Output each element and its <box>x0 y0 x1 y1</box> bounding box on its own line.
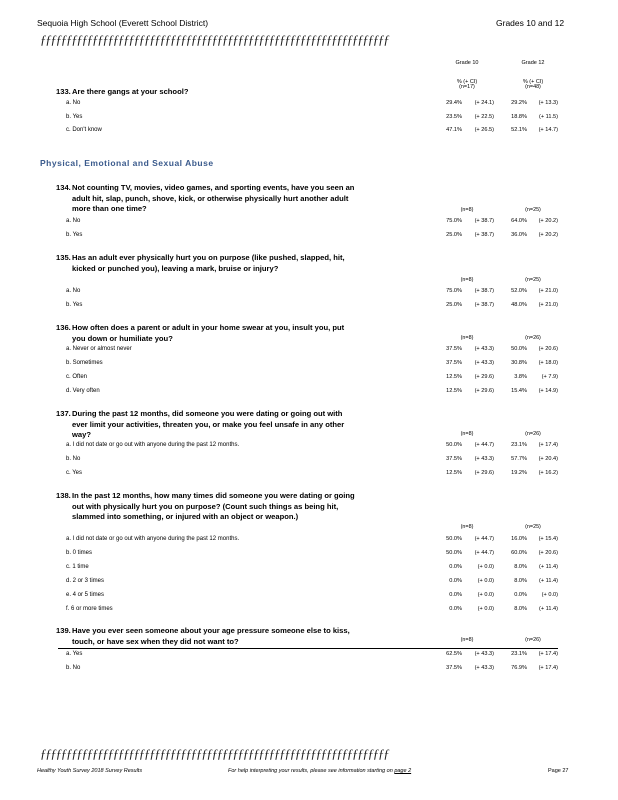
column-grade-12-pct-ci: % (+ CI) <box>522 79 544 85</box>
grade-12-percent: 0.0% <box>514 592 527 598</box>
grade-10-confidence-interval: (+ 38.7) <box>474 232 494 238</box>
footer-help-label: For help interpreting your results, please see information starting on <box>228 768 393 774</box>
answer-option-label: b. No <box>66 665 81 671</box>
grade-12-percent: 29.2% <box>511 100 527 106</box>
answer-option-label: b. Yes <box>66 232 83 238</box>
sample-size-grade-10: (n=8) <box>460 524 474 530</box>
question-text: In the past 12 months, how many times did someone you were dating or going out with physically hurt you on purpose? (Count such things as being hit, slammed into something, or injured with an object or weapon.) <box>72 491 355 521</box>
grade-10-percent: 50.0% <box>446 536 462 542</box>
question-block <box>56 87 356 98</box>
grade-12-percent: 52.1% <box>511 127 527 133</box>
sample-size-grade-12: (n=48) <box>525 84 541 90</box>
grade-10-percent: 0.0% <box>449 578 462 584</box>
grade-12-percent: 64.0% <box>511 218 527 224</box>
grade-12-percent: 23.1% <box>511 651 527 657</box>
grade-10-confidence-interval: (+ 38.7) <box>474 302 494 308</box>
grade-12-confidence-interval: (+ 0.0) <box>541 592 558 598</box>
question-text: During the past 12 months, did someone you were dating or going out with ever limit your activities, threaten you, or make you feel unsafe in any other way? <box>72 409 345 439</box>
grade-10-percent: 12.5% <box>446 470 462 476</box>
grade-10-confidence-interval: (+ 44.7) <box>474 536 494 542</box>
grade-12-percent: 76.9% <box>511 665 527 671</box>
sample-size-grade-10: (n=8) <box>460 207 474 213</box>
grade-12-confidence-interval: (+ 20.4) <box>538 456 558 462</box>
sample-size-grade-10: (n=17) <box>459 84 475 90</box>
sample-size-grade-10: (n=8) <box>460 431 474 437</box>
decorative-divider-bottom: ƒƒƒƒƒƒƒƒƒƒƒƒƒƒƒƒƒƒƒƒƒƒƒƒƒƒƒƒƒƒƒƒƒƒƒƒƒƒƒƒƒƒƒƒƒƒƒƒƒƒƒƒƒƒƒƒƒƒƒƒƒƒƒƒƒƒƒ <box>40 746 389 761</box>
grade-10-percent: 0.0% <box>449 592 462 598</box>
grade-12-confidence-interval: (+ 17.4) <box>538 651 558 657</box>
grade-12-confidence-interval: (+ 17.4) <box>538 665 558 671</box>
question-text: Are there gangs at your school? <box>72 87 189 96</box>
grade-12-confidence-interval: (+ 14.9) <box>538 388 558 394</box>
column-grade-10: Grade 10 <box>455 60 479 66</box>
grade-10-percent: 47.1% <box>446 127 462 133</box>
question-block <box>56 183 356 215</box>
grade-10-confidence-interval: (+ 43.3) <box>474 456 494 462</box>
grade-12-confidence-interval: (+ 14.7) <box>538 127 558 133</box>
question-text: Have you ever seen someone about your age pressure someone else to kiss, touch, or have sex when they did not want to? <box>72 626 350 646</box>
grade-12-confidence-interval: (+ 7.9) <box>541 374 558 380</box>
answer-option-label: c. 1 time <box>66 564 89 570</box>
sample-size-grade-10: (n=8) <box>460 637 474 643</box>
grade-12-percent: 50.0% <box>511 346 527 352</box>
grade-12-confidence-interval: (+ 11.4) <box>538 578 558 584</box>
column-grade-12: Grade 12 <box>521 60 545 66</box>
column-grade-10-pct-ci: % (+ CI) <box>456 79 478 85</box>
grade-12-confidence-interval: (+ 18.0) <box>538 360 558 366</box>
grade-10-percent: 37.5% <box>446 665 462 671</box>
question-block <box>56 491 356 523</box>
grades-label: Grades 10 and 12 <box>496 18 565 28</box>
grade-12-percent: 8.0% <box>514 564 527 570</box>
grade-10-confidence-interval: (+ 38.7) <box>474 218 494 224</box>
grade-10-confidence-interval: (+ 43.3) <box>474 651 494 657</box>
grade-12-confidence-interval: (+ 11.4) <box>538 606 558 612</box>
grade-10-confidence-interval: (+ 43.3) <box>474 665 494 671</box>
grade-12-percent: 3.8% <box>514 374 527 380</box>
question-number: 137. <box>56 409 71 418</box>
answer-option-label: c. Yes <box>66 470 83 476</box>
section-heading: Physical, Emotional and Sexual Abuse <box>40 158 214 168</box>
decorative-divider-top: ƒƒƒƒƒƒƒƒƒƒƒƒƒƒƒƒƒƒƒƒƒƒƒƒƒƒƒƒƒƒƒƒƒƒƒƒƒƒƒƒƒƒƒƒƒƒƒƒƒƒƒƒƒƒƒƒƒƒƒƒƒƒƒƒƒƒƒ <box>40 32 389 47</box>
grade-10-percent: 0.0% <box>449 564 462 570</box>
question-block <box>56 323 356 344</box>
answer-option-label: a. Yes <box>66 651 83 657</box>
answer-option-label: b. Yes <box>66 114 83 120</box>
question-number: 136. <box>56 323 71 332</box>
grade-10-percent: 37.5% <box>446 346 462 352</box>
question-text: Has an adult ever physically hurt you on purpose (like pushed, slapped, hit, kicked or punched you), leaving a mark, bruise or injury? <box>72 253 345 273</box>
sample-size-grade-12: (n=26) <box>525 637 541 643</box>
grade-10-confidence-interval: (+ 26.5) <box>474 127 494 133</box>
divider-line <box>58 648 558 649</box>
grade-10-percent: 37.5% <box>446 456 462 462</box>
grade-12-confidence-interval: (+ 16.2) <box>538 470 558 476</box>
grade-10-confidence-interval: (+ 44.7) <box>474 442 494 448</box>
grade-12-confidence-interval: (+ 13.3) <box>538 100 558 106</box>
sample-size-grade-12: (n=25) <box>525 524 541 530</box>
grade-10-percent: 29.4% <box>446 100 462 106</box>
answer-option-label: a. I did not date or go out with anyone during the past 12 months. <box>66 536 240 542</box>
answer-option-label: b. Sometimes <box>66 360 103 366</box>
grade-10-percent: 12.5% <box>446 388 462 394</box>
grade-12-confidence-interval: (+ 20.6) <box>538 550 558 556</box>
footer-survey-name: Healthy Youth Survey 2018 Survey Results <box>37 768 143 774</box>
grade-12-percent: 8.0% <box>514 606 527 612</box>
grade-10-percent: 0.0% <box>449 606 462 612</box>
grade-10-confidence-interval: (+ 29.6) <box>474 374 494 380</box>
grade-10-confidence-interval: (+ 24.1) <box>474 100 494 106</box>
answer-option-label: b. 0 times <box>66 550 93 556</box>
grade-10-percent: 75.0% <box>446 288 462 294</box>
question-number: 139. <box>56 626 71 635</box>
grade-12-percent: 23.1% <box>511 442 527 448</box>
footer-page-number: Page 27 <box>548 768 569 774</box>
answer-option-label: d. Very often <box>66 388 100 394</box>
grade-10-confidence-interval: (+ 22.5) <box>474 114 494 120</box>
answer-option-label: a. No <box>66 100 81 106</box>
question-number: 135. <box>56 253 71 262</box>
grade-10-percent: 50.0% <box>446 550 462 556</box>
grade-12-confidence-interval: (+ 11.4) <box>538 564 558 570</box>
question-number: 138. <box>56 491 71 500</box>
question-number: 133. <box>56 87 71 96</box>
answer-option-label: e. 4 or 5 times <box>66 592 105 598</box>
grade-12-percent: 18.8% <box>511 114 527 120</box>
grade-10-confidence-interval: (+ 29.6) <box>474 388 494 394</box>
question-number: 134. <box>56 183 71 192</box>
grade-10-percent: 75.0% <box>446 218 462 224</box>
grade-12-percent: 36.0% <box>511 232 527 238</box>
question-block <box>56 253 356 274</box>
footer-help-text <box>228 768 411 774</box>
grade-12-confidence-interval: (+ 11.5) <box>538 114 558 120</box>
grade-10-confidence-interval: (+ 43.3) <box>474 360 494 366</box>
grade-12-confidence-interval: (+ 21.0) <box>538 288 558 294</box>
sample-size-grade-12: (n=26) <box>525 431 541 437</box>
footer-page-link[interactable]: page 2 <box>394 768 412 774</box>
grade-10-confidence-interval: (+ 0.0) <box>477 592 494 598</box>
grade-12-confidence-interval: (+ 20.6) <box>538 346 558 352</box>
grade-12-confidence-interval: (+ 21.0) <box>538 302 558 308</box>
grade-10-confidence-interval: (+ 0.0) <box>477 564 494 570</box>
answer-option-label: f. 6 or more times <box>66 606 113 612</box>
grade-12-percent: 60.0% <box>511 550 527 556</box>
question-block <box>56 626 356 647</box>
grade-10-confidence-interval: (+ 29.6) <box>474 470 494 476</box>
sample-size-grade-12: (n=26) <box>525 335 541 341</box>
school-title: Sequoia High School (Everett School District) <box>37 18 209 28</box>
grade-10-percent: 12.5% <box>446 374 462 380</box>
grade-10-confidence-interval: (+ 0.0) <box>477 606 494 612</box>
answer-option-label: a. Never or almost never <box>66 346 132 352</box>
sample-size-grade-12: (n=25) <box>525 277 541 283</box>
answer-option-label: d. 2 or 3 times <box>66 578 105 584</box>
grade-10-percent: 25.0% <box>446 232 462 238</box>
grade-10-confidence-interval: (+ 0.0) <box>477 578 494 584</box>
sample-size-grade-10: (n=8) <box>460 335 474 341</box>
question-block <box>56 409 356 441</box>
grade-10-percent: 37.5% <box>446 360 462 366</box>
sample-size-grade-12: (n=25) <box>525 207 541 213</box>
grade-12-percent: 57.7% <box>511 456 527 462</box>
answer-option-label: a. I did not date or go out with anyone during the past 12 months. <box>66 442 240 448</box>
grade-12-percent: 8.0% <box>514 578 527 584</box>
grade-10-confidence-interval: (+ 43.3) <box>474 346 494 352</box>
answer-option-label: a. No <box>66 218 81 224</box>
answer-option-label: b. No <box>66 456 81 462</box>
grade-12-percent: 19.2% <box>511 470 527 476</box>
answer-option-label: b. Yes <box>66 302 83 308</box>
grade-10-percent: 50.0% <box>446 442 462 448</box>
grade-12-confidence-interval: (+ 20.2) <box>538 218 558 224</box>
grade-12-confidence-interval: (+ 17.4) <box>538 442 558 448</box>
grade-12-percent: 16.0% <box>511 536 527 542</box>
grade-12-percent: 48.0% <box>511 302 527 308</box>
answer-option-label: c. Often <box>66 374 88 380</box>
sample-size-grade-10: (n=8) <box>460 277 474 283</box>
grade-12-percent: 15.4% <box>511 388 527 394</box>
grade-10-confidence-interval: (+ 44.7) <box>474 550 494 556</box>
grade-10-confidence-interval: (+ 38.7) <box>474 288 494 294</box>
grade-12-confidence-interval: (+ 15.4) <box>538 536 558 542</box>
grade-10-percent: 62.5% <box>446 651 462 657</box>
grade-10-percent: 23.5% <box>446 114 462 120</box>
answer-option-label: c. Don't know <box>66 127 102 133</box>
question-text: How often does a parent or adult in your home swear at you, insult you, put you down or humiliate you? <box>72 323 345 343</box>
grade-12-percent: 30.8% <box>511 360 527 366</box>
question-text: Not counting TV, movies, video games, and sporting events, have you seen an adult hit, slap, punch, shove, kick, or otherwise physically hurt another adult more than one time? <box>72 183 355 213</box>
answer-option-label: a. No <box>66 288 81 294</box>
grade-12-confidence-interval: (+ 20.2) <box>538 232 558 238</box>
grade-10-percent: 25.0% <box>446 302 462 308</box>
grade-12-percent: 52.0% <box>511 288 527 294</box>
